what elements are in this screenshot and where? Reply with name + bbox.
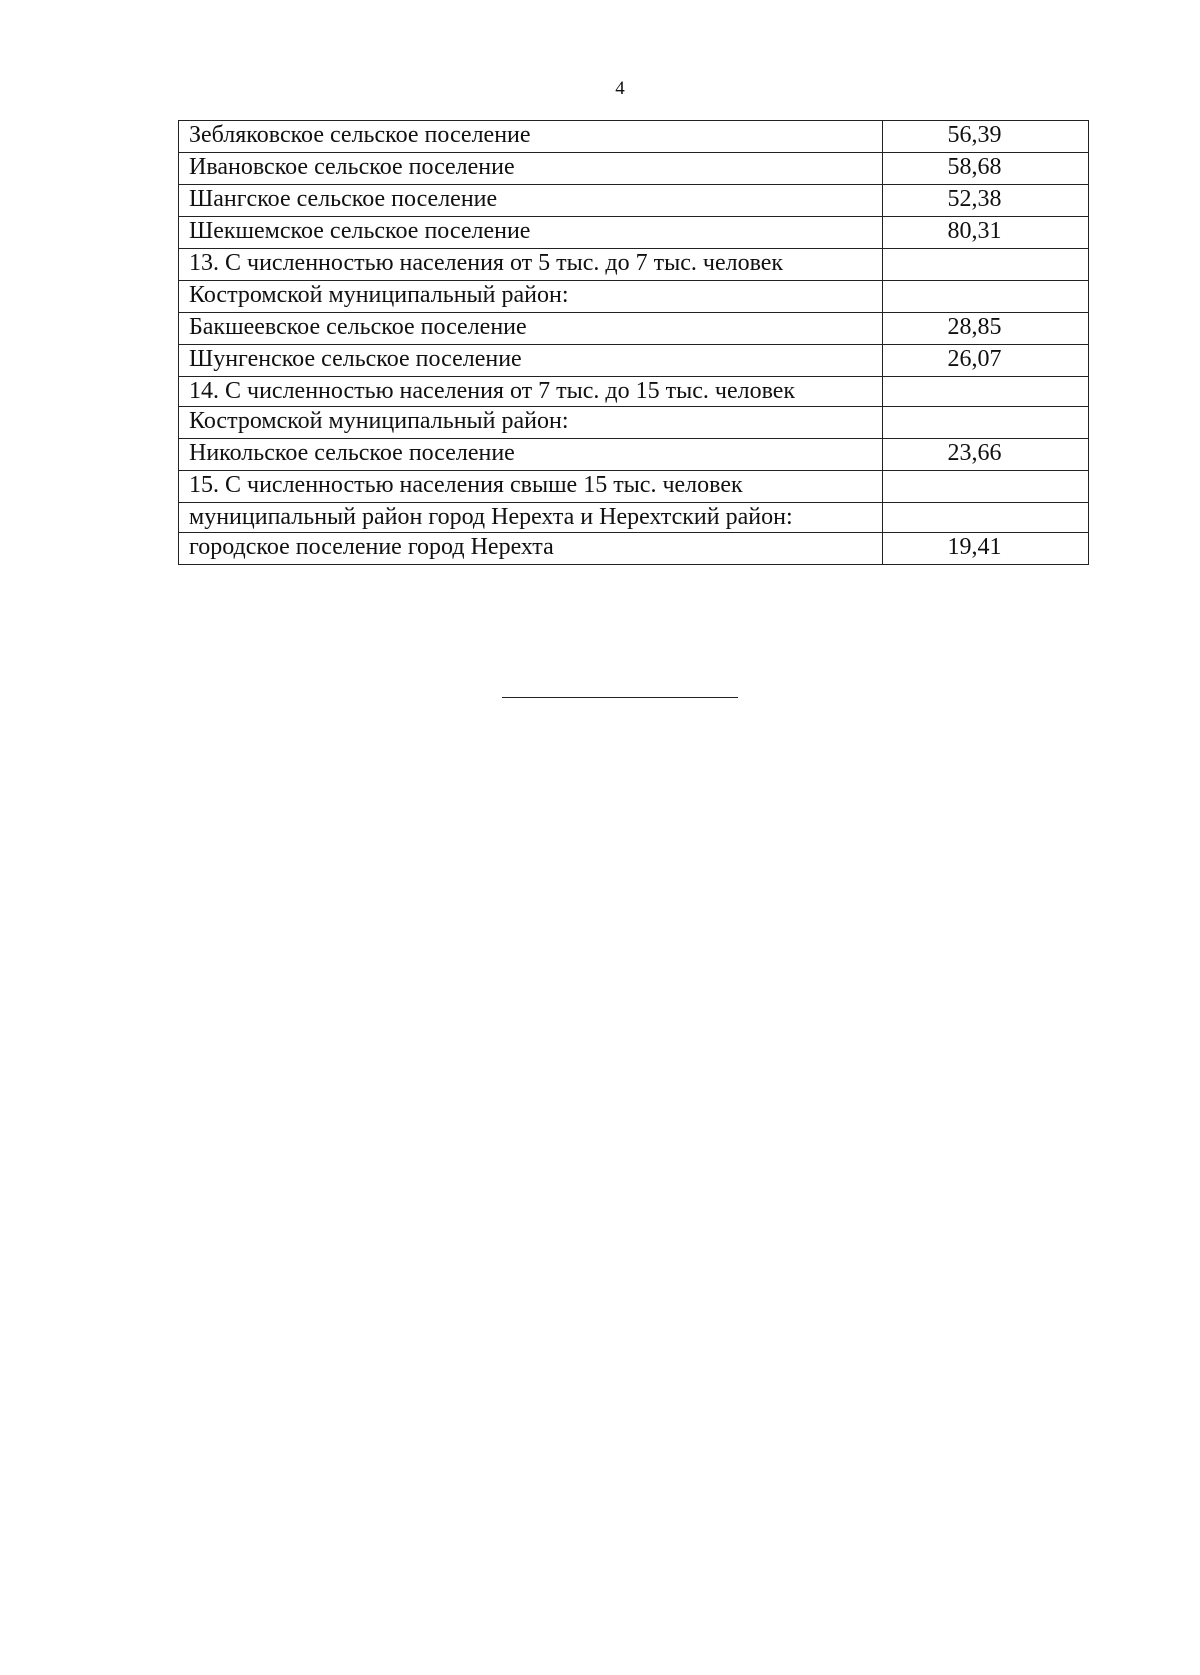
table-row xyxy=(179,313,1089,345)
table-row xyxy=(179,345,1089,377)
page-number: 4 xyxy=(615,78,625,99)
table-row-district-heading xyxy=(179,407,1089,439)
table-row xyxy=(179,439,1089,471)
value-cell: 80,31 xyxy=(883,217,1089,249)
section-heading-cell: 14. С численностью населения от 7 тыс. до 15 тыс. человек xyxy=(179,377,883,407)
value-cell: 28,85 xyxy=(883,313,1089,345)
district-heading-cell: Костромской муниципальный район: xyxy=(179,281,883,313)
section-heading-cell: 15. С численностью населения свыше 15 тыс. человек xyxy=(179,471,883,503)
value-cell xyxy=(883,377,1089,407)
end-of-document-rule xyxy=(502,697,738,698)
value-cell: 58,68 xyxy=(883,153,1089,185)
table-row xyxy=(179,153,1089,185)
table-row xyxy=(179,217,1089,249)
table-row xyxy=(179,121,1089,153)
value-cell: 19,41 xyxy=(883,533,1089,565)
table-row-district-heading xyxy=(179,503,1089,533)
table-row xyxy=(179,533,1089,565)
settlement-coefficient-table xyxy=(178,120,1089,565)
value-cell xyxy=(883,503,1089,533)
table-row-section-heading xyxy=(179,249,1089,281)
settlement-name-cell: Бакшеевское сельское поселение xyxy=(179,313,883,345)
value-cell xyxy=(883,471,1089,503)
value-cell: 23,66 xyxy=(883,439,1089,471)
value-cell xyxy=(883,249,1089,281)
settlement-name-cell: Шангское сельское поселение xyxy=(179,185,883,217)
district-heading-cell: Костромской муниципальный район: xyxy=(179,407,883,439)
settlement-name-cell: Шекшемское сельское поселение xyxy=(179,217,883,249)
settlement-name-cell: Зебляковское сельское поселение xyxy=(179,121,883,153)
settlement-name-cell: Никольское сельское поселение xyxy=(179,439,883,471)
district-heading-cell: муниципальный район город Нерехта и Нерехтский район: xyxy=(179,503,883,533)
value-cell: 26,07 xyxy=(883,345,1089,377)
table-row-section-heading xyxy=(179,471,1089,503)
section-heading-cell: 13. С численностью населения от 5 тыс. до 7 тыс. человек xyxy=(179,249,883,281)
value-cell xyxy=(883,407,1089,439)
settlement-name-cell: Ивановское сельское поселение xyxy=(179,153,883,185)
value-cell xyxy=(883,281,1089,313)
table-row-section-heading xyxy=(179,377,1089,407)
settlement-name-cell: городское поселение город Нерехта xyxy=(179,533,883,565)
value-cell: 56,39 xyxy=(883,121,1089,153)
table-row xyxy=(179,185,1089,217)
value-cell: 52,38 xyxy=(883,185,1089,217)
table-row-district-heading xyxy=(179,281,1089,313)
settlement-name-cell: Шунгенское сельское поселение xyxy=(179,345,883,377)
